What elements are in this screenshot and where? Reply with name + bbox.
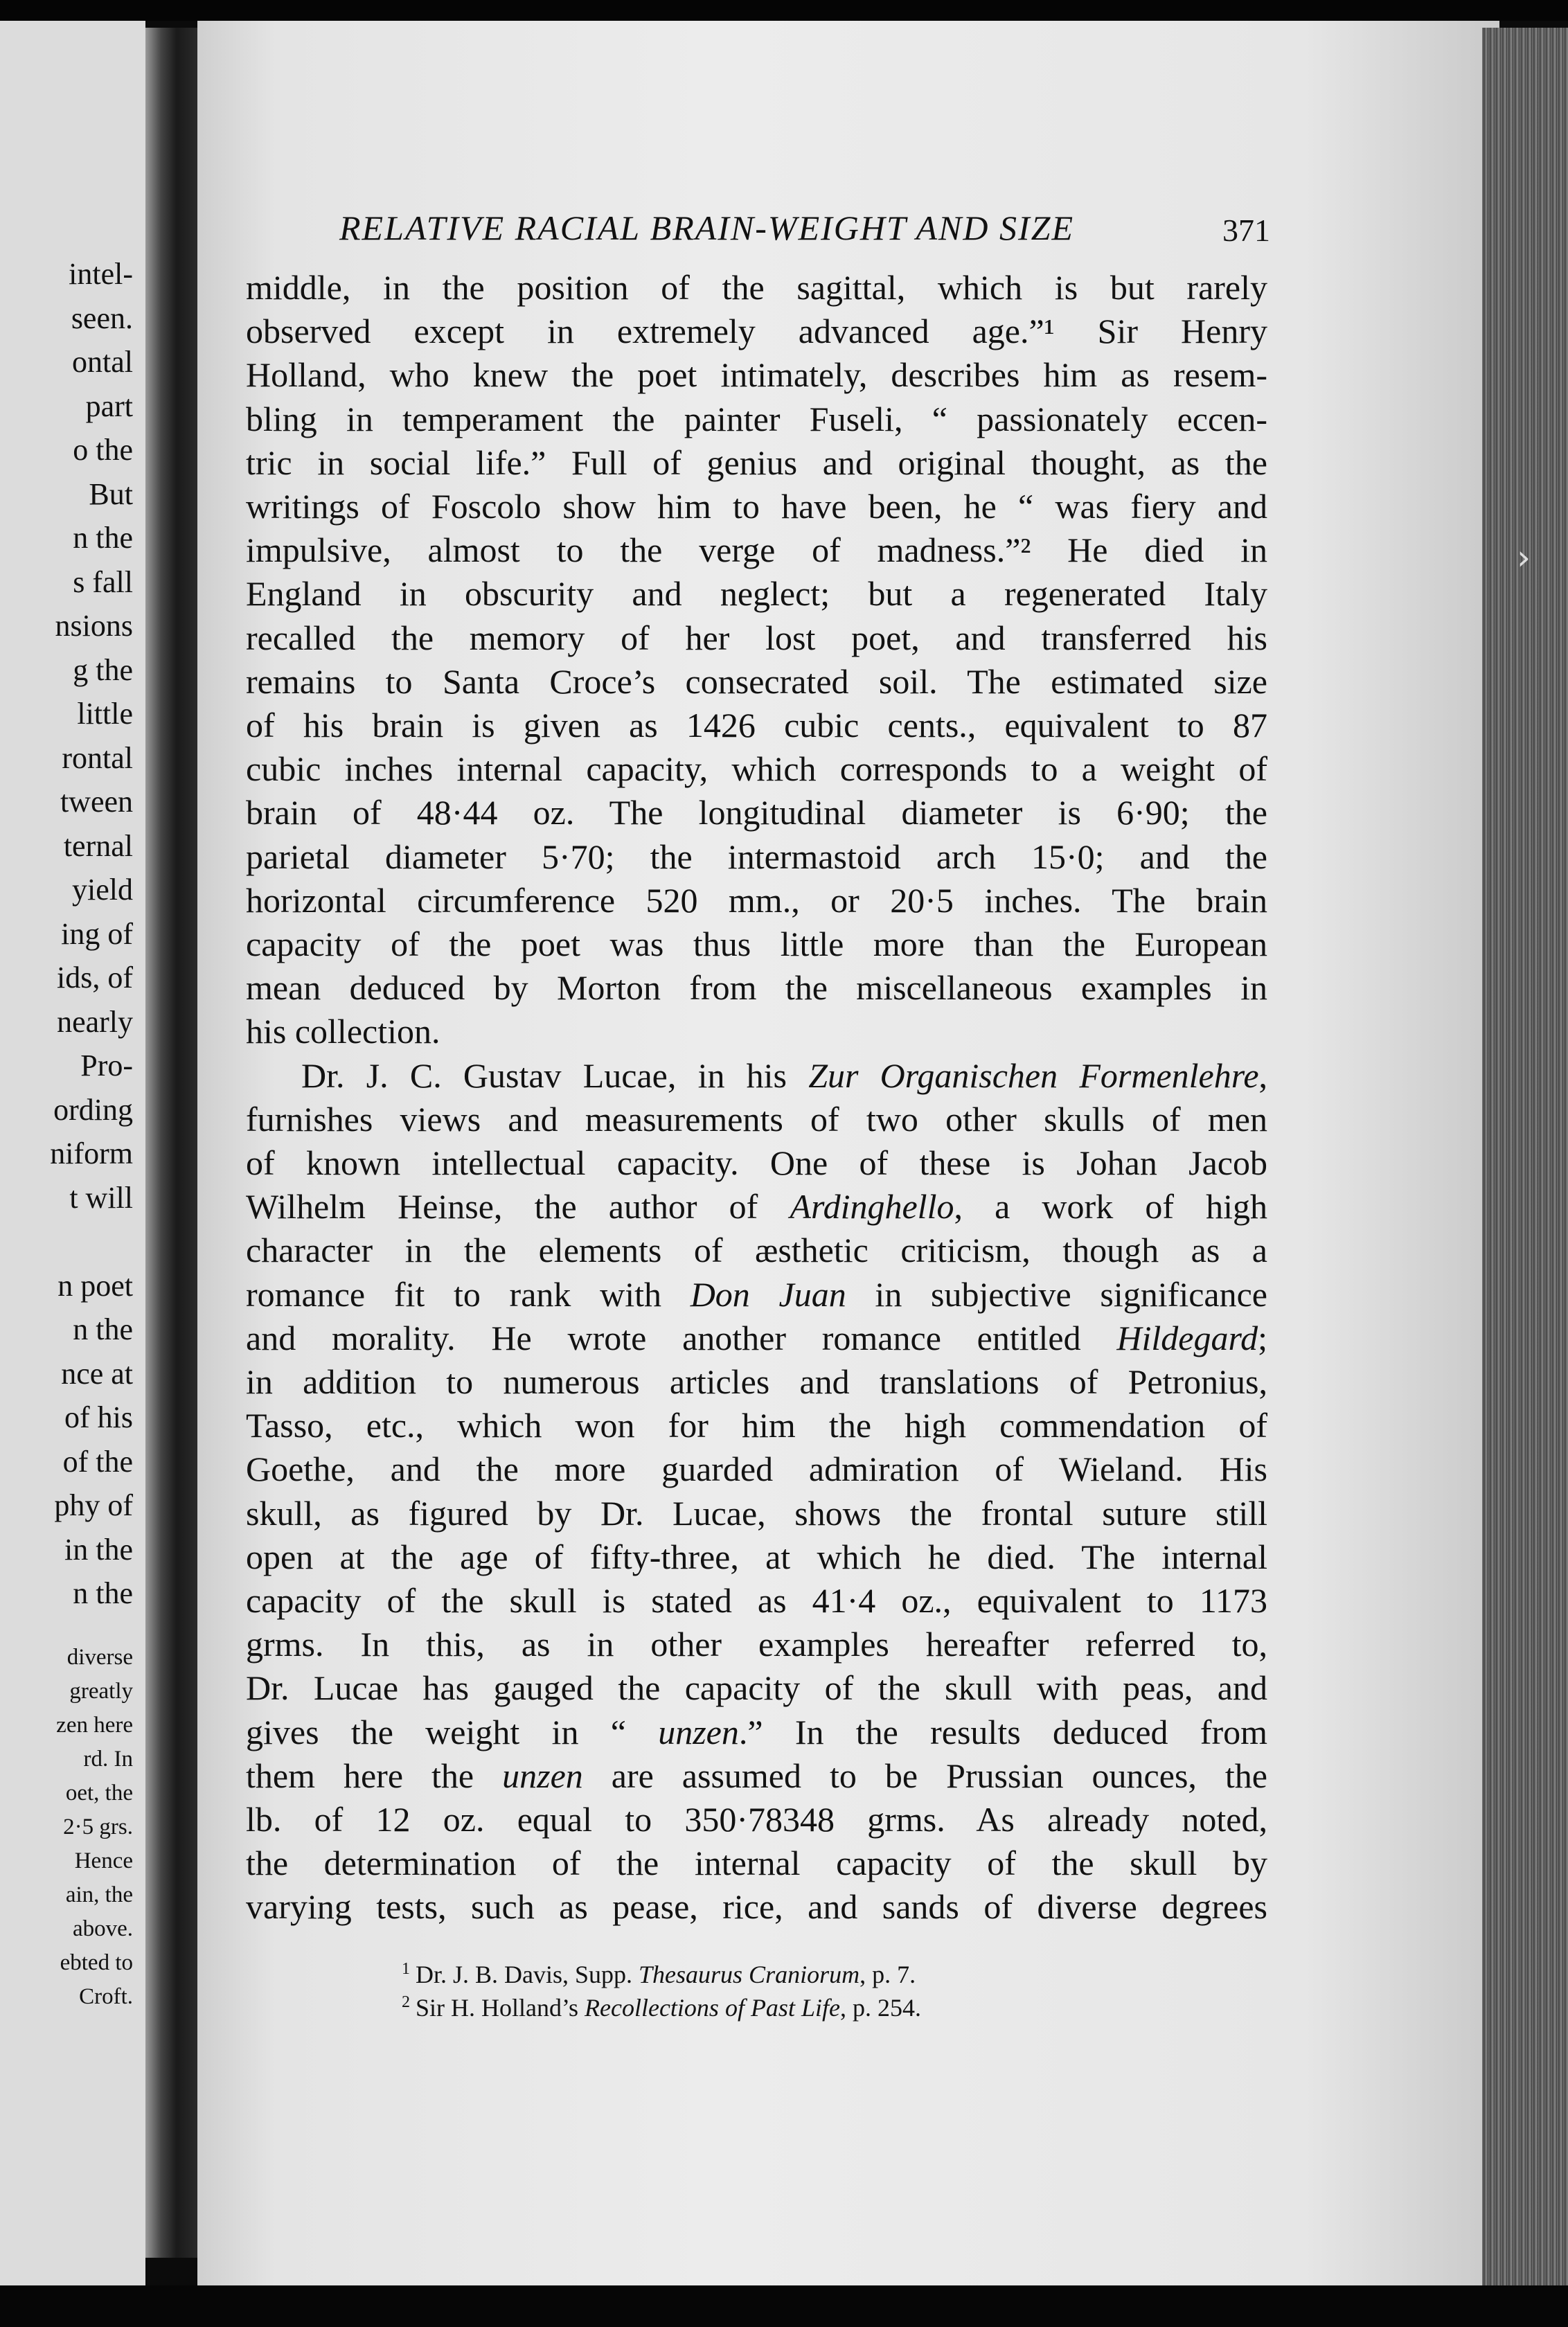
text-line: Holland, who knew the poet intimately, describes him as resem- xyxy=(246,355,1267,395)
text-line: England in obscurity and neglect; but a regenerated Italy xyxy=(246,574,1267,614)
text-line: observed except in extremely advanced age.”¹ Sir Henry xyxy=(246,312,1267,351)
text-line: in addition to numerous articles and translations of Petronius, xyxy=(246,1362,1267,1401)
text-line: lb. of 12 oz. equal to 350·78348 grms. As already noted, xyxy=(246,1800,1267,1839)
text-line: of known intellectual capacity. One of these is Johan Jacob xyxy=(246,1143,1267,1182)
text-line: parietal diameter 5·70; the intermastoid arch 15·0; and the xyxy=(246,837,1267,876)
left-page-line: niform xyxy=(50,1136,133,1170)
scan-bottom-border xyxy=(0,2285,1568,2327)
text-line: them here the unzen are assumed to be Prussian ounces, the xyxy=(246,1756,1267,1795)
text-line: Dr. J. C. Gustav Lucae, in his Zur Organischen Formenlehre, xyxy=(301,1055,1268,1095)
text-line: his collection. xyxy=(246,1012,440,1051)
page-number: 371 xyxy=(1222,213,1270,248)
footnote-mark: 2 xyxy=(402,1993,410,2011)
text-line: impulsive, almost to the verge of madness.”² He died in xyxy=(246,531,1267,570)
footnote-mark: 1 xyxy=(402,1960,410,1978)
left-page-footnote-line: rd. In xyxy=(83,1747,133,1772)
footnote: $^1$ Dr. J. B. Davis, Supp. Thesaurus Craniorum, p. 7. xyxy=(402,1960,916,1988)
left-page-footnote-line: ebted to xyxy=(60,1950,133,1975)
left-page-line: o the xyxy=(73,433,133,467)
text-line: middle, in the position of the sagittal, which is but rarely xyxy=(246,268,1267,307)
left-page-line: seen. xyxy=(71,301,133,335)
left-page-line: Pro- xyxy=(80,1049,133,1082)
left-page-line: n the xyxy=(73,521,133,555)
text-line: furnishes views and measurements of two other skulls of men xyxy=(246,1099,1267,1139)
left-page-line: ids, of xyxy=(57,961,133,995)
text-line: cubic inches internal capacity, which corresponds to a weight of xyxy=(246,749,1267,789)
text-line: bling in temperament the painter Fuseli, “ passionately eccen- xyxy=(246,399,1267,438)
scan-top-border xyxy=(0,0,1568,21)
left-page-line: phy of xyxy=(54,1488,133,1522)
left-page-line: n poet xyxy=(57,1268,133,1303)
text-line: Dr. Lucae has gauged the capacity of the skull with peas, and xyxy=(246,1668,1267,1708)
footnotes xyxy=(402,1960,1094,2036)
text-line: romance fit to rank with Don Juan in subjective significance xyxy=(246,1274,1267,1314)
left-page-line: of his xyxy=(64,1400,133,1434)
text-line: the determination of the internal capacity of the skull by xyxy=(246,1844,1267,1883)
text-line: gives the weight in “ unzen.” In the results deduced from xyxy=(246,1712,1267,1751)
page-stack-edge xyxy=(1482,28,1568,2285)
text-line: mean deduced by Morton from the miscellaneous examples in xyxy=(246,968,1267,1008)
text-line: character in the elements of æsthetic criticism, though as a xyxy=(246,1231,1267,1270)
left-page-footnote-line: oet, the xyxy=(65,1781,133,1806)
text-line: tric in social life.” Full of genius and original thought, as the xyxy=(246,443,1267,482)
left-page-line: n the xyxy=(73,1312,133,1346)
left-page-footnote-line: 2·5 grs. xyxy=(63,1815,133,1839)
page-fold-mark: › xyxy=(1517,537,1531,578)
left-page-line: ternal xyxy=(63,828,133,863)
text-line: open at the age of fifty-three, at which he died. The internal xyxy=(246,1537,1267,1576)
left-page-line: of the xyxy=(62,1444,133,1479)
left-page-line: s fall xyxy=(73,564,133,599)
left-page-line: rontal xyxy=(62,740,133,775)
left-page-footnote-line: above. xyxy=(72,1916,133,1941)
left-page-line: nce at xyxy=(61,1356,133,1391)
left-page-line: But xyxy=(89,476,133,511)
footnote: $^2$ Sir H. Holland’s Recollections of Past Life, p. 254. xyxy=(402,1993,921,2022)
left-facing-page xyxy=(0,21,145,2285)
text-line: skull, as figured by Dr. Lucae, shows the frontal suture still xyxy=(246,1493,1267,1533)
left-page-line: nearly xyxy=(57,1004,133,1039)
running-head: RELATIVE RACIAL BRAIN-WEIGHT AND SIZE xyxy=(339,208,1074,247)
left-page-line: nsions xyxy=(55,609,133,643)
left-page-line: g the xyxy=(73,652,133,687)
left-page-line: ing of xyxy=(61,916,133,951)
left-page-line: ording xyxy=(53,1092,133,1127)
left-page-line: part xyxy=(85,389,133,423)
left-page-footnote-line: zen here xyxy=(56,1713,133,1738)
left-page-line: yield xyxy=(72,873,133,907)
left-page-footnote-line: diverse xyxy=(66,1645,133,1670)
left-page-footnote-line: greatly xyxy=(69,1679,133,1704)
page-header xyxy=(339,208,1270,256)
text-line: capacity of the poet was thus little more than the European xyxy=(246,925,1267,963)
left-page-line: ontal xyxy=(72,345,133,379)
text-line: Tasso, etc., which won for him the high commendation of xyxy=(246,1406,1267,1445)
text-line: brain of 48·44 oz. The longitudinal diameter is 6·90; the xyxy=(246,793,1267,832)
left-page-line: t will xyxy=(69,1180,133,1215)
text-line: of his brain is given as 1426 cubic cents., equivalent to 87 xyxy=(246,706,1267,745)
left-page-footnote-line: Croft. xyxy=(79,1984,133,2009)
text-line: Wilhelm Heinse, the author of Ardinghello, a work of high xyxy=(246,1187,1268,1227)
text-line: grms. In this, as in other examples hereafter referred to, xyxy=(246,1625,1267,1664)
left-page-line: n the xyxy=(73,1576,133,1610)
text-line: horizontal circumference 520 mm., or 20·5 inches. The brain xyxy=(246,880,1267,920)
left-page-line: little xyxy=(77,697,133,731)
left-page-footnote-line: Hence xyxy=(74,1848,133,1873)
left-page-line: intel- xyxy=(69,257,133,291)
left-page-footnote-line: ain, the xyxy=(65,1882,133,1907)
body-text xyxy=(246,267,1267,1950)
text-line: Goethe, and the more guarded admiration of Wieland. His xyxy=(246,1450,1267,1489)
left-page-line: tween xyxy=(60,785,133,819)
text-line: and morality. He wrote another romance entitled Hildegard; xyxy=(246,1318,1267,1357)
left-page-line: in the xyxy=(64,1532,133,1567)
book-gutter xyxy=(145,28,197,2258)
text-line: recalled the memory of her lost poet, and transferred his xyxy=(246,618,1267,657)
text-line: writings of Foscolo show him to have been, he “ was fiery and xyxy=(246,487,1267,526)
text-line: remains to Santa Croce’s consecrated soil. The estimated size xyxy=(246,661,1267,701)
text-line: varying tests, such as pease, rice, and sands of diverse degrees xyxy=(246,1887,1267,1927)
text-line: capacity of the skull is stated as 41·4 oz., equivalent to 1173 xyxy=(246,1581,1267,1620)
